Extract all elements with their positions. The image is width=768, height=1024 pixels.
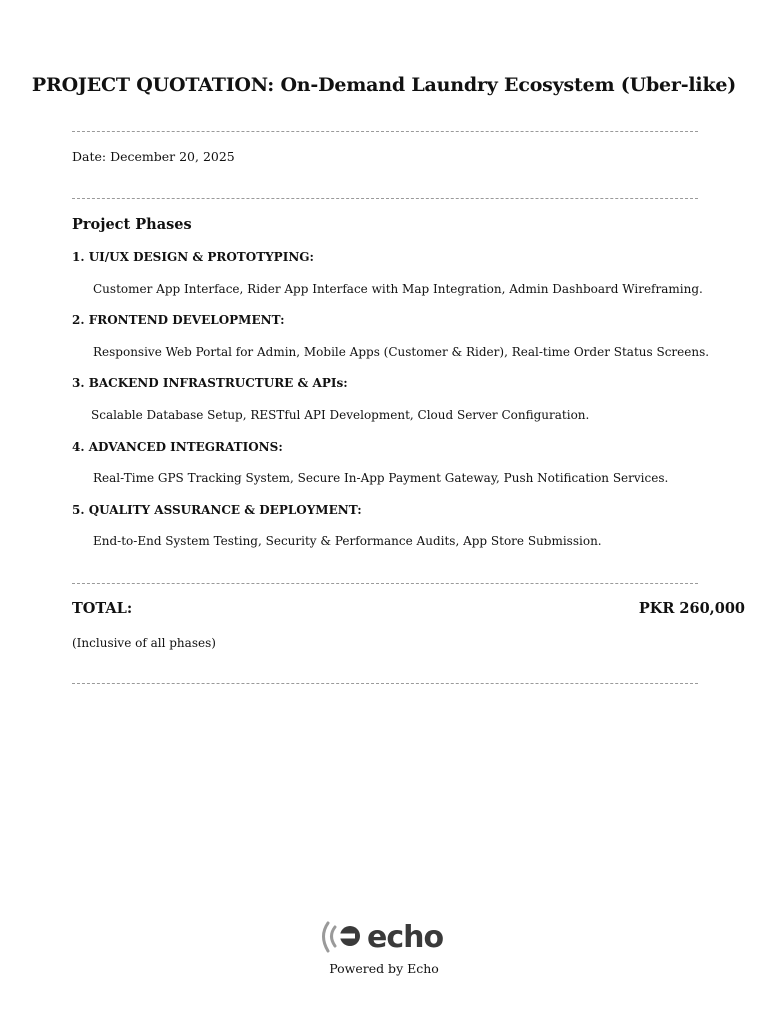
phase-title-5: 5. QUALITY ASSURANCE & DEPLOYMENT: (72, 503, 362, 517)
phase-description-4: Real-Time GPS Tracking System, Secure In-App Payment Gateway, Push Notification Services. (93, 471, 669, 485)
phase-description-2: Responsive Web Portal for Admin, Mobile Apps (Customer & Rider), Real-time Order Status Screens. (93, 345, 710, 359)
phase-description-5: End-to-End System Testing, Security & Performance Audits, App Store Submission. (93, 534, 602, 548)
phase-description-1: Customer App Interface, Rider App Interface with Map Integration, Admin Dashboard Wireframing. (93, 282, 703, 296)
quotation-date: Date: December 20, 2025 (72, 149, 235, 164)
footer-caption: Powered by Echo (329, 961, 439, 976)
phase-title-4: 4. ADVANCED INTEGRATIONS: (72, 440, 283, 454)
phase-description-3: Scalable Database Setup, RESTful API Development, Cloud Server Configuration. (91, 408, 590, 422)
page-title: PROJECT QUOTATION: On-Demand Laundry Ecosystem (Uber-like) (31, 74, 737, 96)
total-note: (Inclusive of all phases) (72, 636, 216, 650)
divider (72, 683, 698, 684)
logo-wordmark: echo (367, 920, 444, 955)
phase-title-1: 1. UI/UX DESIGN & PROTOTYPING: (72, 250, 314, 264)
total-label: TOTAL: (72, 600, 133, 617)
phase-title-2: 2. FRONTEND DEVELOPMENT: (72, 313, 285, 327)
total-value: PKR 260,000 (638, 600, 745, 617)
divider (72, 583, 698, 584)
divider (72, 198, 698, 199)
echo-logo (318, 916, 458, 958)
phase-title-3: 3. BACKEND INFRASTRUCTURE & APIs: (72, 376, 348, 390)
echo-broadcast-icon (324, 923, 361, 951)
section-heading: Project Phases (72, 216, 192, 233)
divider (72, 131, 698, 132)
